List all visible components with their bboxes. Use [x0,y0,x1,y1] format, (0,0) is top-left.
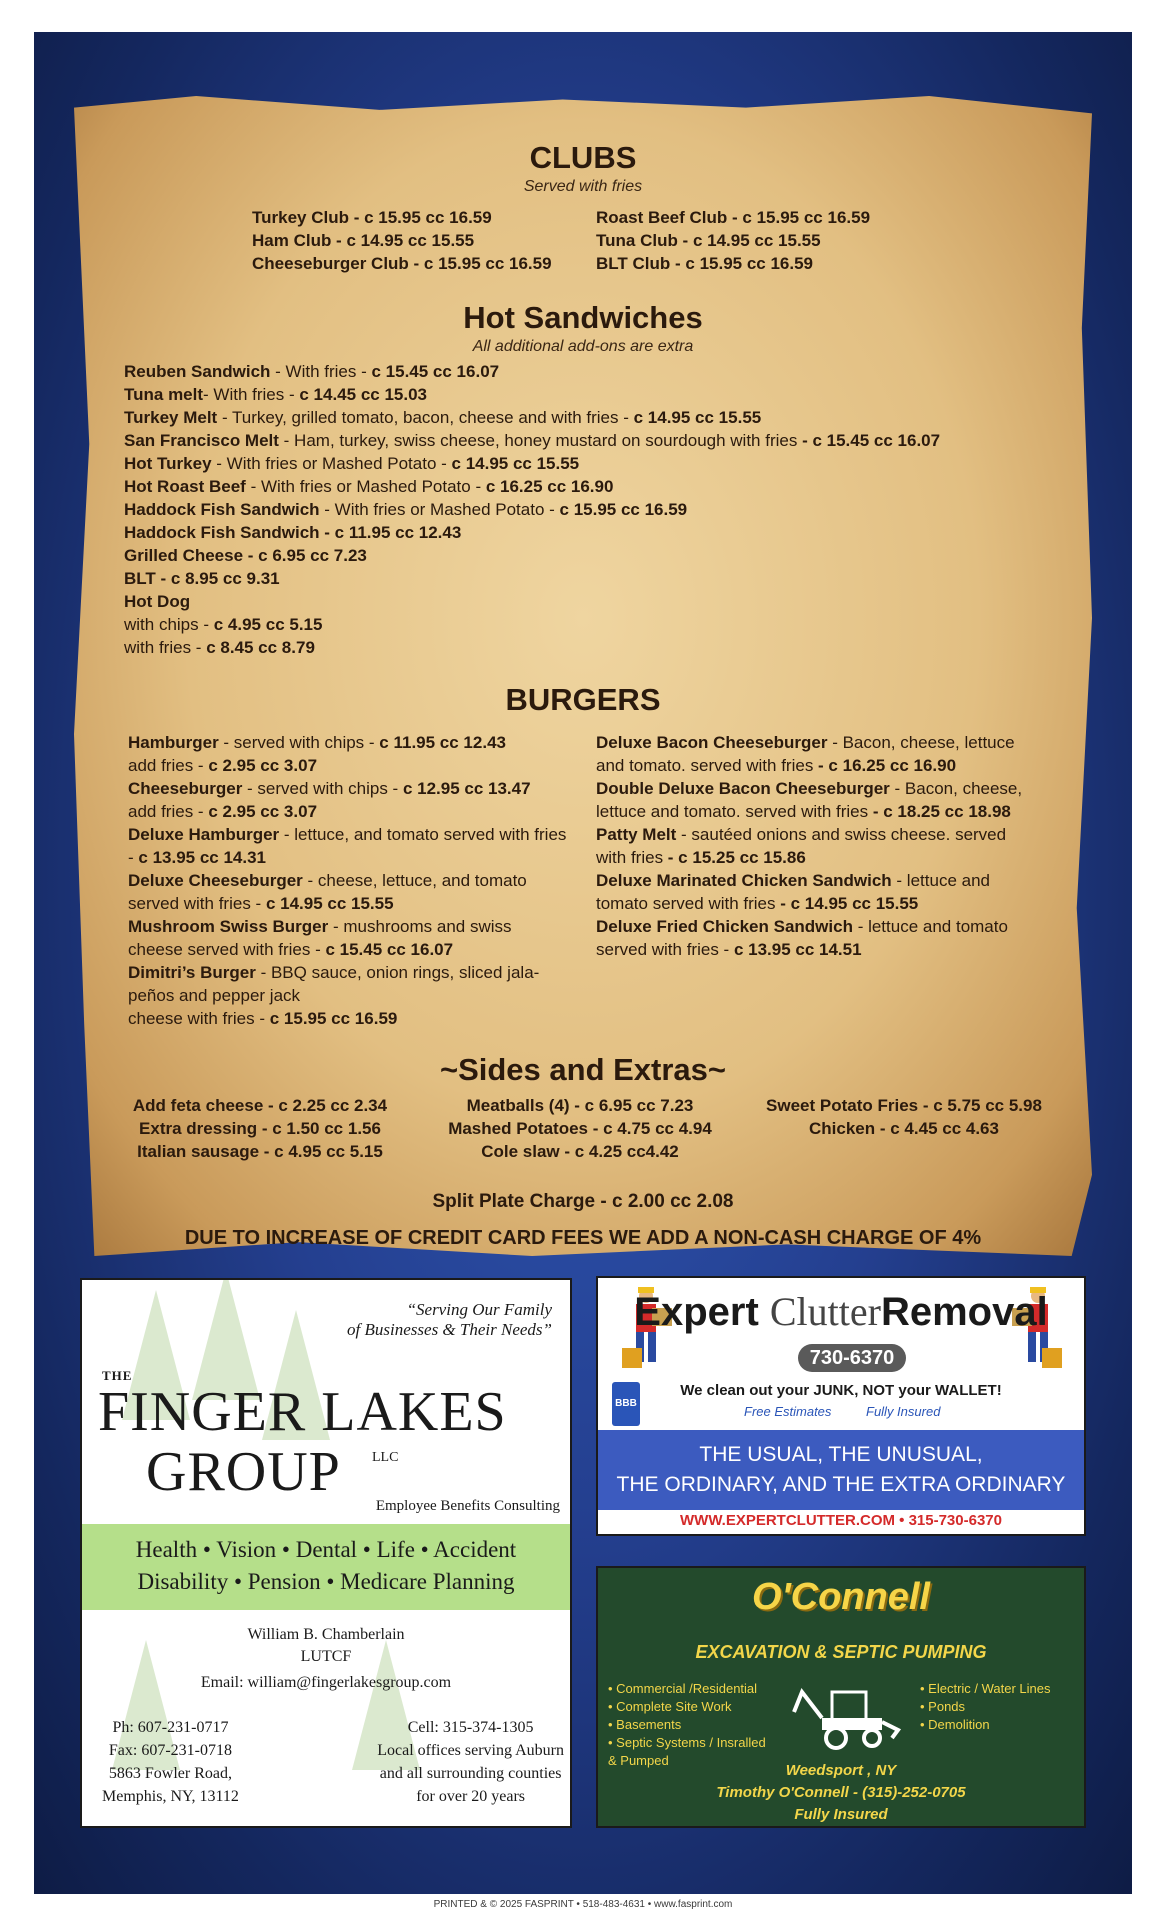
menu-item: Dimitri’s Burger - BBQ sauce, onion rings, sliced jala-peños and pepper jack [128,963,540,1005]
hot-sandwiches-subtitle: All additional add-ons are extra [472,338,694,355]
menu-item: Deluxe Hamburger - lettuce, and tomato served with fries - c 13.95 cc 14.31 [128,825,567,867]
menu-item: Tuna melt- With fries - c 14.45 cc 15.03 [124,385,427,404]
menu-item: add fries - c 2.95 cc 3.07 [128,756,318,775]
menu-item: add fries - c 2.95 cc 3.07 [128,802,318,821]
menu-item: Cheeseburger Club - c 15.95 cc 16.59 [252,254,552,273]
menu-item: Hot Roast Beef - With fries or Mashed Potato - c 16.25 cc 16.90 [124,477,614,496]
slogan: We clean out your JUNK, NOT your WALLET! [680,1382,1002,1399]
sides-column-2 [430,1094,730,1163]
fully-insured: Fully Insured [866,1404,941,1419]
oconnell-subtitle: EXCAVATION & SEPTIC PUMPING [695,1642,987,1662]
menu-item: Roast Beef Club - c 15.95 cc 16.59 [596,208,871,227]
oconnell-logo: O'Connell [752,1576,930,1618]
side-item: Add feta cheese - c 2.25 cc 2.34 [132,1096,388,1115]
split-plate-charge: Split Plate Charge - c 2.00 cc 2.08 [432,1191,734,1212]
menu-item: Patty Melt - sautéed onions and swiss cheese. served with fries - c 15.25 cc 15.86 [596,825,1007,867]
services-left: • Commercial /Residential • Complete Site Work • Basements • Septic Systems / Insralled & Pumped [608,1681,766,1768]
service-line: Employee Benefits Consulting [375,1498,560,1514]
printer-footer: PRINTED & © 2025 FASPRINT • 518-483-4631 • www.fasprint.com [433,1899,733,1910]
menu-item: Deluxe Marinated Chicken Sandwich - lettuce and tomato served with fries - c 14.95 cc 15.55 [596,871,990,913]
menu-item: Grilled Cheese - c 6.95 cc 7.23 [124,546,367,565]
menu-item: Tuna Club - c 14.95 cc 15.55 [596,231,821,250]
menu-item: Hot Turkey - With fries or Mashed Potato - c 14.95 cc 15.55 [124,454,580,473]
menu-item: BLT - c 8.95 cc 9.31 [124,569,280,588]
hot-sandwiches-list [124,360,1084,659]
menu-item: Ham Club - c 14.95 cc 15.55 [252,231,475,250]
menu-item: BLT Club - c 15.95 cc 16.59 [596,254,814,273]
expert-clutter-logo: Expert ClutterRemoval [634,1289,1048,1334]
side-item: Cole slaw - c 4.25 cc4.42 [481,1142,679,1161]
clubs-right-column [596,206,956,275]
contact-left-block: Ph: 607-231-0717 Fax: 607-231-0718 5863 Fowler Road, Memphis, NY, 13112 [102,1719,239,1805]
services-right: • Electric / Water Lines • Ponds • Demolition [920,1681,1051,1732]
clubs-left-column [252,206,612,275]
phone-badge: 730-6370 [798,1344,906,1372]
menu-item: Hamburger - served with chips - c 11.95 cc 12.43 [128,733,506,752]
hot-sandwiches-title: Hot Sandwiches [463,300,703,335]
backhoe-icon [792,1672,902,1752]
coverage-band: Health • Vision • Dental • Life • Accident Disability • Pension • Medicare Planning [82,1524,570,1610]
burgers-right-column [596,731,1036,961]
contact-email[interactable]: Email: william@fingerlakesgroup.com [200,1674,452,1691]
expert-clutter-ad [596,1276,1086,1536]
logo-the: THE [102,1368,133,1383]
contact-person: William B. Chamberlain [247,1626,405,1643]
oconnell-contact: Weedsport , NY Timothy O'Connell - (315)-252-0705 Fully Insured [716,1762,966,1823]
menu-item: Reuben Sandwich - With fries - c 15.45 cc 16.07 [124,362,500,381]
sides-column-1 [110,1094,410,1163]
menu-item: with fries - c 8.45 cc 8.79 [124,638,315,657]
side-item: Extra dressing - c 1.50 cc 1.56 [139,1119,381,1138]
side-item: Italian sausage - c 4.95 cc 5.15 [137,1142,383,1161]
side-item: Sweet Potato Fries - c 5.75 cc 5.98 [766,1096,1042,1115]
menu-item: with chips - c 4.95 cc 5.15 [124,615,323,634]
side-item: Chicken - c 4.45 cc 4.63 [809,1119,999,1138]
menu-item: Double Deluxe Bacon Cheeseburger - Bacon, cheese, lettuce and tomato. served with fries - c 18.25 cc 18.98 [596,779,1023,821]
oconnell-ad [596,1566,1086,1828]
website-link[interactable]: WWW.EXPERTCLUTTER.COM • 315-730-6370 [680,1512,1002,1529]
contact-credential: LUTCF [300,1648,352,1665]
menu-item: San Francisco Melt - Ham, turkey, swiss cheese, honey mustard on sourdough with fries - c 15.45 cc 16.07 [124,431,941,450]
menu-item: Turkey Club - c 15.95 cc 16.59 [252,208,492,227]
finger-lakes-group-ad [80,1278,572,1828]
menu-item: Deluxe Bacon Cheeseburger - Bacon, cheese, lettuce and tomato. served with fries - c 16.25 cc 16.90 [596,733,1015,775]
menu-item: Deluxe Cheeseburger - cheese, lettuce, and tomato served with fries - c 14.95 cc 15.55 [128,871,527,913]
bbb-badge-icon: BBB [612,1382,640,1426]
logo-llc: LLC [372,1450,399,1465]
clubs-subtitle: Served with fries [523,178,643,195]
side-item: Meatballs (4) - c 6.95 cc 7.23 [466,1096,694,1115]
menu-item: Turkey Melt - Turkey, grilled tomato, bacon, cheese and with fries - c 14.95 cc 15.55 [124,408,762,427]
slogan-band: THE USUAL, THE UNUSUAL, THE ORDINARY, AND THE EXTRA ORDINARY [598,1430,1084,1510]
side-item: Mashed Potatoes - c 4.75 cc 4.94 [448,1119,712,1138]
card-fee-notice: DUE TO INCREASE OF CREDIT CARD FEES WE ADD A NON-CASH CHARGE OF 4% [184,1227,982,1249]
sides-column-3 [754,1094,1054,1140]
burgers-title: BURGERS [505,682,661,717]
menu-item: Cheeseburger - served with chips - c 12.95 cc 13.47 [128,779,531,798]
menu-item: Hot Dog [124,592,191,611]
free-estimates: Free Estimates [744,1404,832,1419]
menu-item: Mushroom Swiss Burger - mushrooms and swiss cheese served with fries - c 15.45 cc 16.07 [128,917,512,959]
contact-right-block: Cell: 315-374-1305 Local offices serving Auburn and all surrounding counties for over 20 years [377,1719,564,1805]
menu-item: Haddock Fish Sandwich - c 11.95 cc 12.43 [124,523,462,542]
sides-title: ~Sides and Extras~ [439,1052,727,1087]
menu-item: Haddock Fish Sandwich - With fries or Mashed Potato - c 15.95 cc 16.59 [124,500,688,519]
logo-finger-lakes: FINGER LAKES [98,1381,507,1443]
finger-lakes-tagline: “Serving Our Family of Businesses & Their Needs” [347,1300,552,1339]
menu-item: cheese with fries - c 15.95 cc 16.59 [128,1009,398,1028]
burgers-left-column [128,731,568,1030]
clubs-title: CLUBS [529,140,637,175]
logo-group: GROUP [146,1441,341,1503]
menu-item: Deluxe Fried Chicken Sandwich - lettuce and tomato served with fries - c 13.95 cc 14.51 [596,917,1008,959]
